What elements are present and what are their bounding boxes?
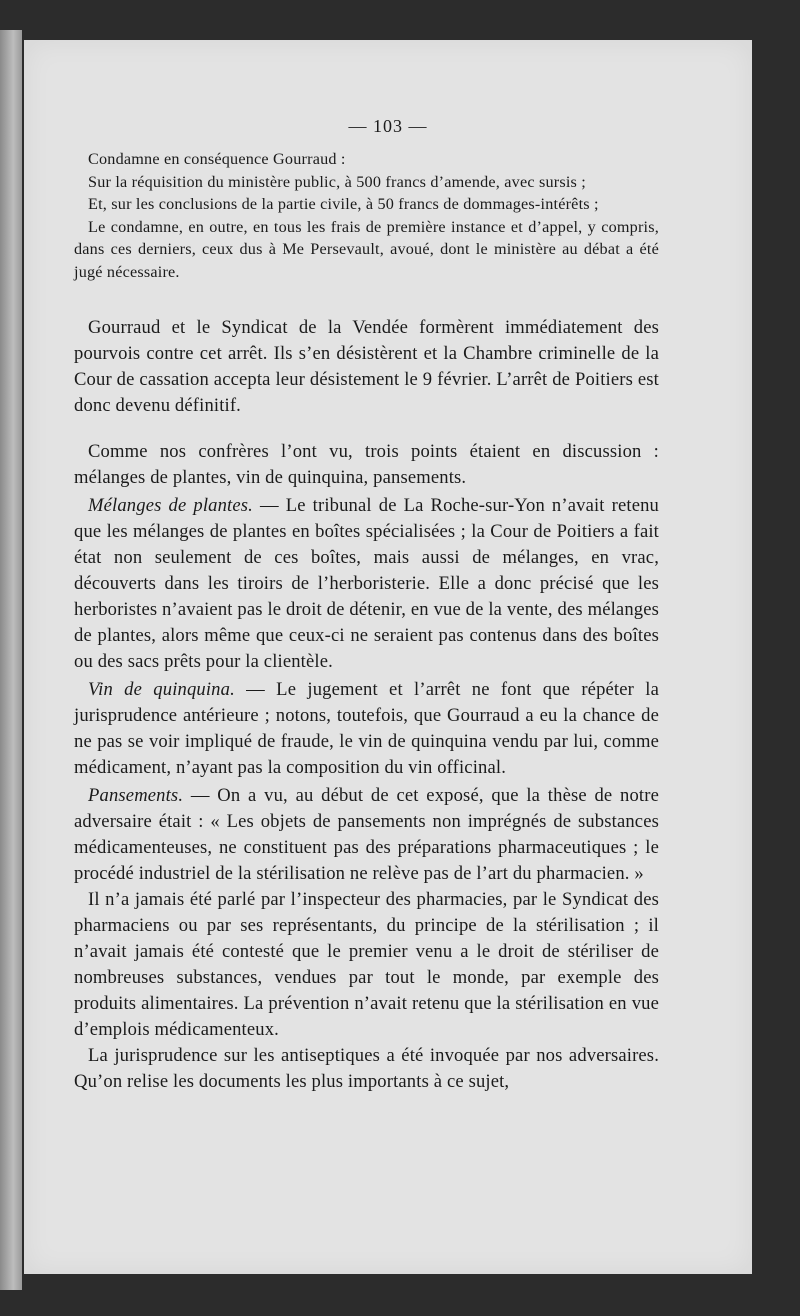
court-ruling-block <box>74 148 659 283</box>
paragraph-discussion: Comme nos confrères l’ont vu, trois points étaient en discussion : mélanges de plantes, vin de quinquina, pansements. <box>74 441 659 488</box>
body-text <box>74 315 659 1095</box>
quinquina-text: — Le jugement et l’arrêt ne font que répéter la jurisprudence antérieure ; notons, toutefois, que Gourraud a eu la chance de ne pas se voir impliqué de fraude, le vin de quinquina vendu par lui, comme médicament, n’ayant pas la composition du vin officinal. <box>74 679 659 778</box>
ruling-line-4: Le condamne, en outre, en tous les frais de première instance et d’appel, y compris, dans ces derniers, ceux dus à Me Persevault, avoué, dont le ministère au débat a été jugé nécessaire. <box>74 217 659 281</box>
paragraph-sterilisation: Il n’a jamais été parlé par l’inspecteur des pharmacies, par le Syndicat des pharmaciens ou par ses représentants, du principe de la stérilisation ; il n’avait jamais été contesté que le premier venu a le droit de stériliser de nombreuses substances, vendues par tout le monde, par exemple des produits alimentaires. La prévention n’avait retenu que la stérilisation en vue d’emplois médicamenteux. <box>74 889 659 1040</box>
ruling-line-2: Sur la réquisition du ministère public, à 500 francs d’amende, avec sursis ; <box>88 172 587 191</box>
quinquina-heading: Vin de quinquina. <box>88 679 235 700</box>
paragraph-quinquina <box>74 677 659 781</box>
paragraph-antiseptiques: La jurisprudence sur les antiseptiques a été invoquée par nos adversaires. Qu’on relise les documents les plus importants à ce sujet, <box>74 1045 659 1092</box>
paragraph-pourvois: Gourraud et le Syndicat de la Vendée formèrent immédiatement des pourvois contre cet arrêt. Ils s’en désistèrent et la Chambre criminelle de la Cour de cassation accepta leur désistement le 9 février. L’arrêt de Poitiers est donc devenu définitif. <box>74 317 659 416</box>
page-number: — 103 — <box>348 116 428 136</box>
book-page <box>24 40 752 1274</box>
pansements-heading: Pansements. <box>88 785 184 806</box>
paragraph-melanges <box>74 493 659 675</box>
melanges-text: — Le tribunal de La Roche-sur-Yon n’avait retenu que les mélanges de plantes en boîtes spécialisées ; la Cour de Poitiers a fait état non seulement de ces boîtes, mais aussi de mélanges, en vrac, découverts dans les tiroirs de l’herboristerie. Elle a donc précisé que les herboristes n’avaient pas le droit de détenir, en vue de la vente, des mélanges de plantes, alors même que ceux-ci ne seraient pas contenus dans des boîtes ou des sacs prêts pour la clientèle. <box>74 495 659 672</box>
adjacent-page-edge <box>0 30 22 1290</box>
pansements-text: — On a vu, au début de cet exposé, que la thèse de notre adversaire était : « Les objets de pansements non imprégnés de substances médicamenteuses, ne constituent pas des préparations pharmaceutiques ; le procédé industriel de la stérilisation ne relève pas de l’art du pharmacien. » <box>74 785 659 884</box>
ruling-line-1: Condamne en conséquence Gourraud : <box>88 150 346 168</box>
ruling-line-3: Et, sur les conclusions de la partie civile, à 50 francs de dommages-intérêts ; <box>88 195 599 213</box>
melanges-heading: Mélanges de plantes. <box>88 495 253 516</box>
paragraph-pansements <box>74 783 659 887</box>
